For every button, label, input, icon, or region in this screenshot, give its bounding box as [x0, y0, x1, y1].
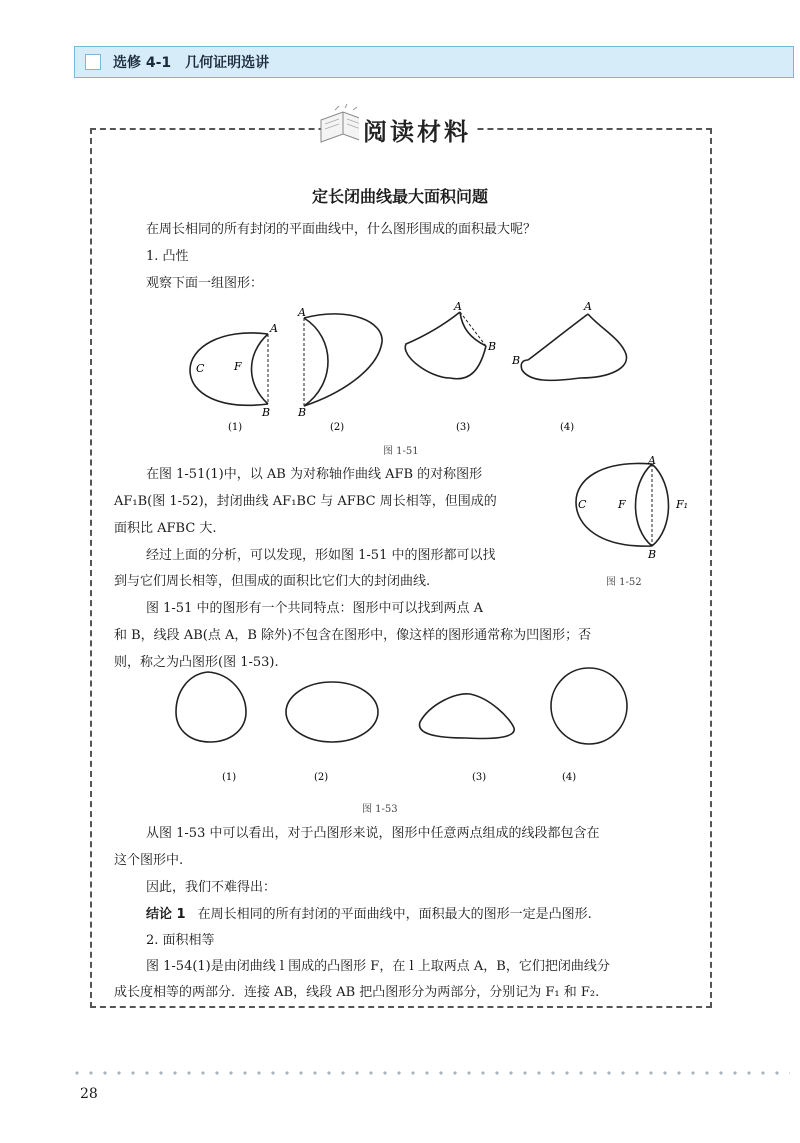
fig51-label-B: B: [262, 406, 271, 419]
conclusion-text: 在周长相同的所有封闭的平面曲线中，面积最大的图形一定是凸图形.: [197, 907, 592, 922]
section-convexity: 1. 凸性: [146, 249, 189, 264]
fig51-shape-3: [405, 300, 496, 379]
intro-paragraph: 在周长相同的所有封闭的平面曲线中，什么图形围成的面积最大呢？: [146, 222, 537, 237]
fig51-3-label-B: B: [488, 340, 497, 353]
banner-text: 阅读材料: [359, 112, 475, 147]
observe-text: 观察下面一组图形：: [146, 276, 264, 291]
para3-line2: 和 B，线段 AB(点 A，B 除外)不包含在图形中，像这样的图形通常称为凹图形；否: [114, 628, 592, 643]
para4-line2: 这个图形中.: [114, 853, 184, 868]
fig51-label-A: A: [270, 322, 278, 335]
fig53-shape-2: [286, 682, 378, 742]
fig52-label-B: B: [648, 548, 657, 561]
fig51-shape-4: [511, 300, 627, 380]
header-title: 选修 4-1 几何证明选讲: [113, 55, 270, 71]
fig51-4-label-B: B: [512, 354, 521, 367]
fig52-label-F: F: [618, 498, 626, 511]
fig53-sub-3: (3): [472, 772, 487, 783]
para5: 因此，我们不难得出：: [146, 880, 277, 895]
header-square-icon: [85, 54, 101, 70]
fig51-4-label-A: A: [584, 300, 592, 313]
fig52-caption: 图 1-52: [606, 577, 642, 588]
fig52-label-A: A: [648, 454, 656, 467]
figure-1-51: [180, 298, 650, 440]
fig53-shape-1: [176, 672, 246, 742]
fig52-label-C: C: [578, 498, 587, 511]
para2-line1: 经过上面的分析，可以发现，形如图 1-51 中的图形都可以找: [146, 548, 496, 563]
para3-line3: 则，称之为凸图形(图 1-53).: [114, 655, 279, 670]
para6-line2: 成长度相等的两部分．连接 AB，线段 AB 把凸图形分为两部分，分别记为 F₁ 和 F₂.: [114, 985, 600, 1000]
fig53-caption: 图 1-53: [362, 804, 398, 815]
fig51-sub-1: (1): [228, 422, 243, 433]
para1-line3: 面积比 AFBC 大.: [114, 521, 217, 536]
fig51-label-F: F: [234, 360, 242, 373]
article-title: 定长闭曲线最大面积问题: [311, 187, 488, 206]
conclusion-label: 结论 1: [146, 907, 186, 922]
figure-1-52: [570, 454, 700, 562]
fig51-label-C: C: [196, 362, 205, 375]
fig53-shape-3: [419, 694, 514, 739]
fig53-sub-4: (4): [562, 772, 577, 783]
section-equal-area: 2. 面积相等: [146, 933, 215, 948]
para3-line1: 图 1-51 中的图形有一个共同特点：图形中可以找到两点 A: [146, 601, 483, 616]
fig53-sub-1: (1): [222, 772, 237, 783]
para1-line2: AF₁B(图 1-52)，封闭曲线 AF₁BC 与 AFBC 周长相等，但围成的: [114, 494, 497, 509]
page-header: [74, 46, 794, 78]
fig51-caption: 图 1-51: [383, 446, 419, 457]
fig51-sub-4: (4): [560, 422, 575, 433]
conclusion-1: [146, 901, 592, 928]
fig51-sub-3: (3): [456, 422, 471, 433]
para4-line1: 从图 1-53 中可以看出，对于凸图形来说，图形中任意两点组成的线段都包含在: [146, 826, 600, 841]
fig53-sub-2: (2): [314, 772, 329, 783]
fig51-sub-2: (2): [330, 422, 345, 433]
fig51-shape-2: [297, 306, 382, 419]
fig51-2-label-B: B: [298, 406, 307, 419]
fig51-shape-1: [190, 322, 278, 419]
fig51-2-label-A: A: [298, 306, 306, 319]
footer-dotted-rule: [70, 1071, 790, 1075]
para1-line1: 在图 1-51(1)中，以 AB 为对称轴作曲线 AFB 的对称图形: [146, 467, 483, 482]
figure-1-53: [166, 664, 646, 794]
page-number: 28: [80, 1086, 98, 1102]
fig53-shape-4: [551, 668, 627, 744]
para2-line2: 到与它们周长相等，但围成的面积比它们大的封闭曲线.: [114, 574, 431, 589]
reading-banner: [315, 100, 515, 150]
para6-line1: 图 1-54(1)是由闭曲线 l 围成的凸图形 F，在 l 上取两点 A，B，它们把闭曲线分: [146, 959, 610, 974]
fig52-label-F1: F₁: [676, 498, 689, 511]
fig51-3-label-A: A: [454, 300, 462, 313]
